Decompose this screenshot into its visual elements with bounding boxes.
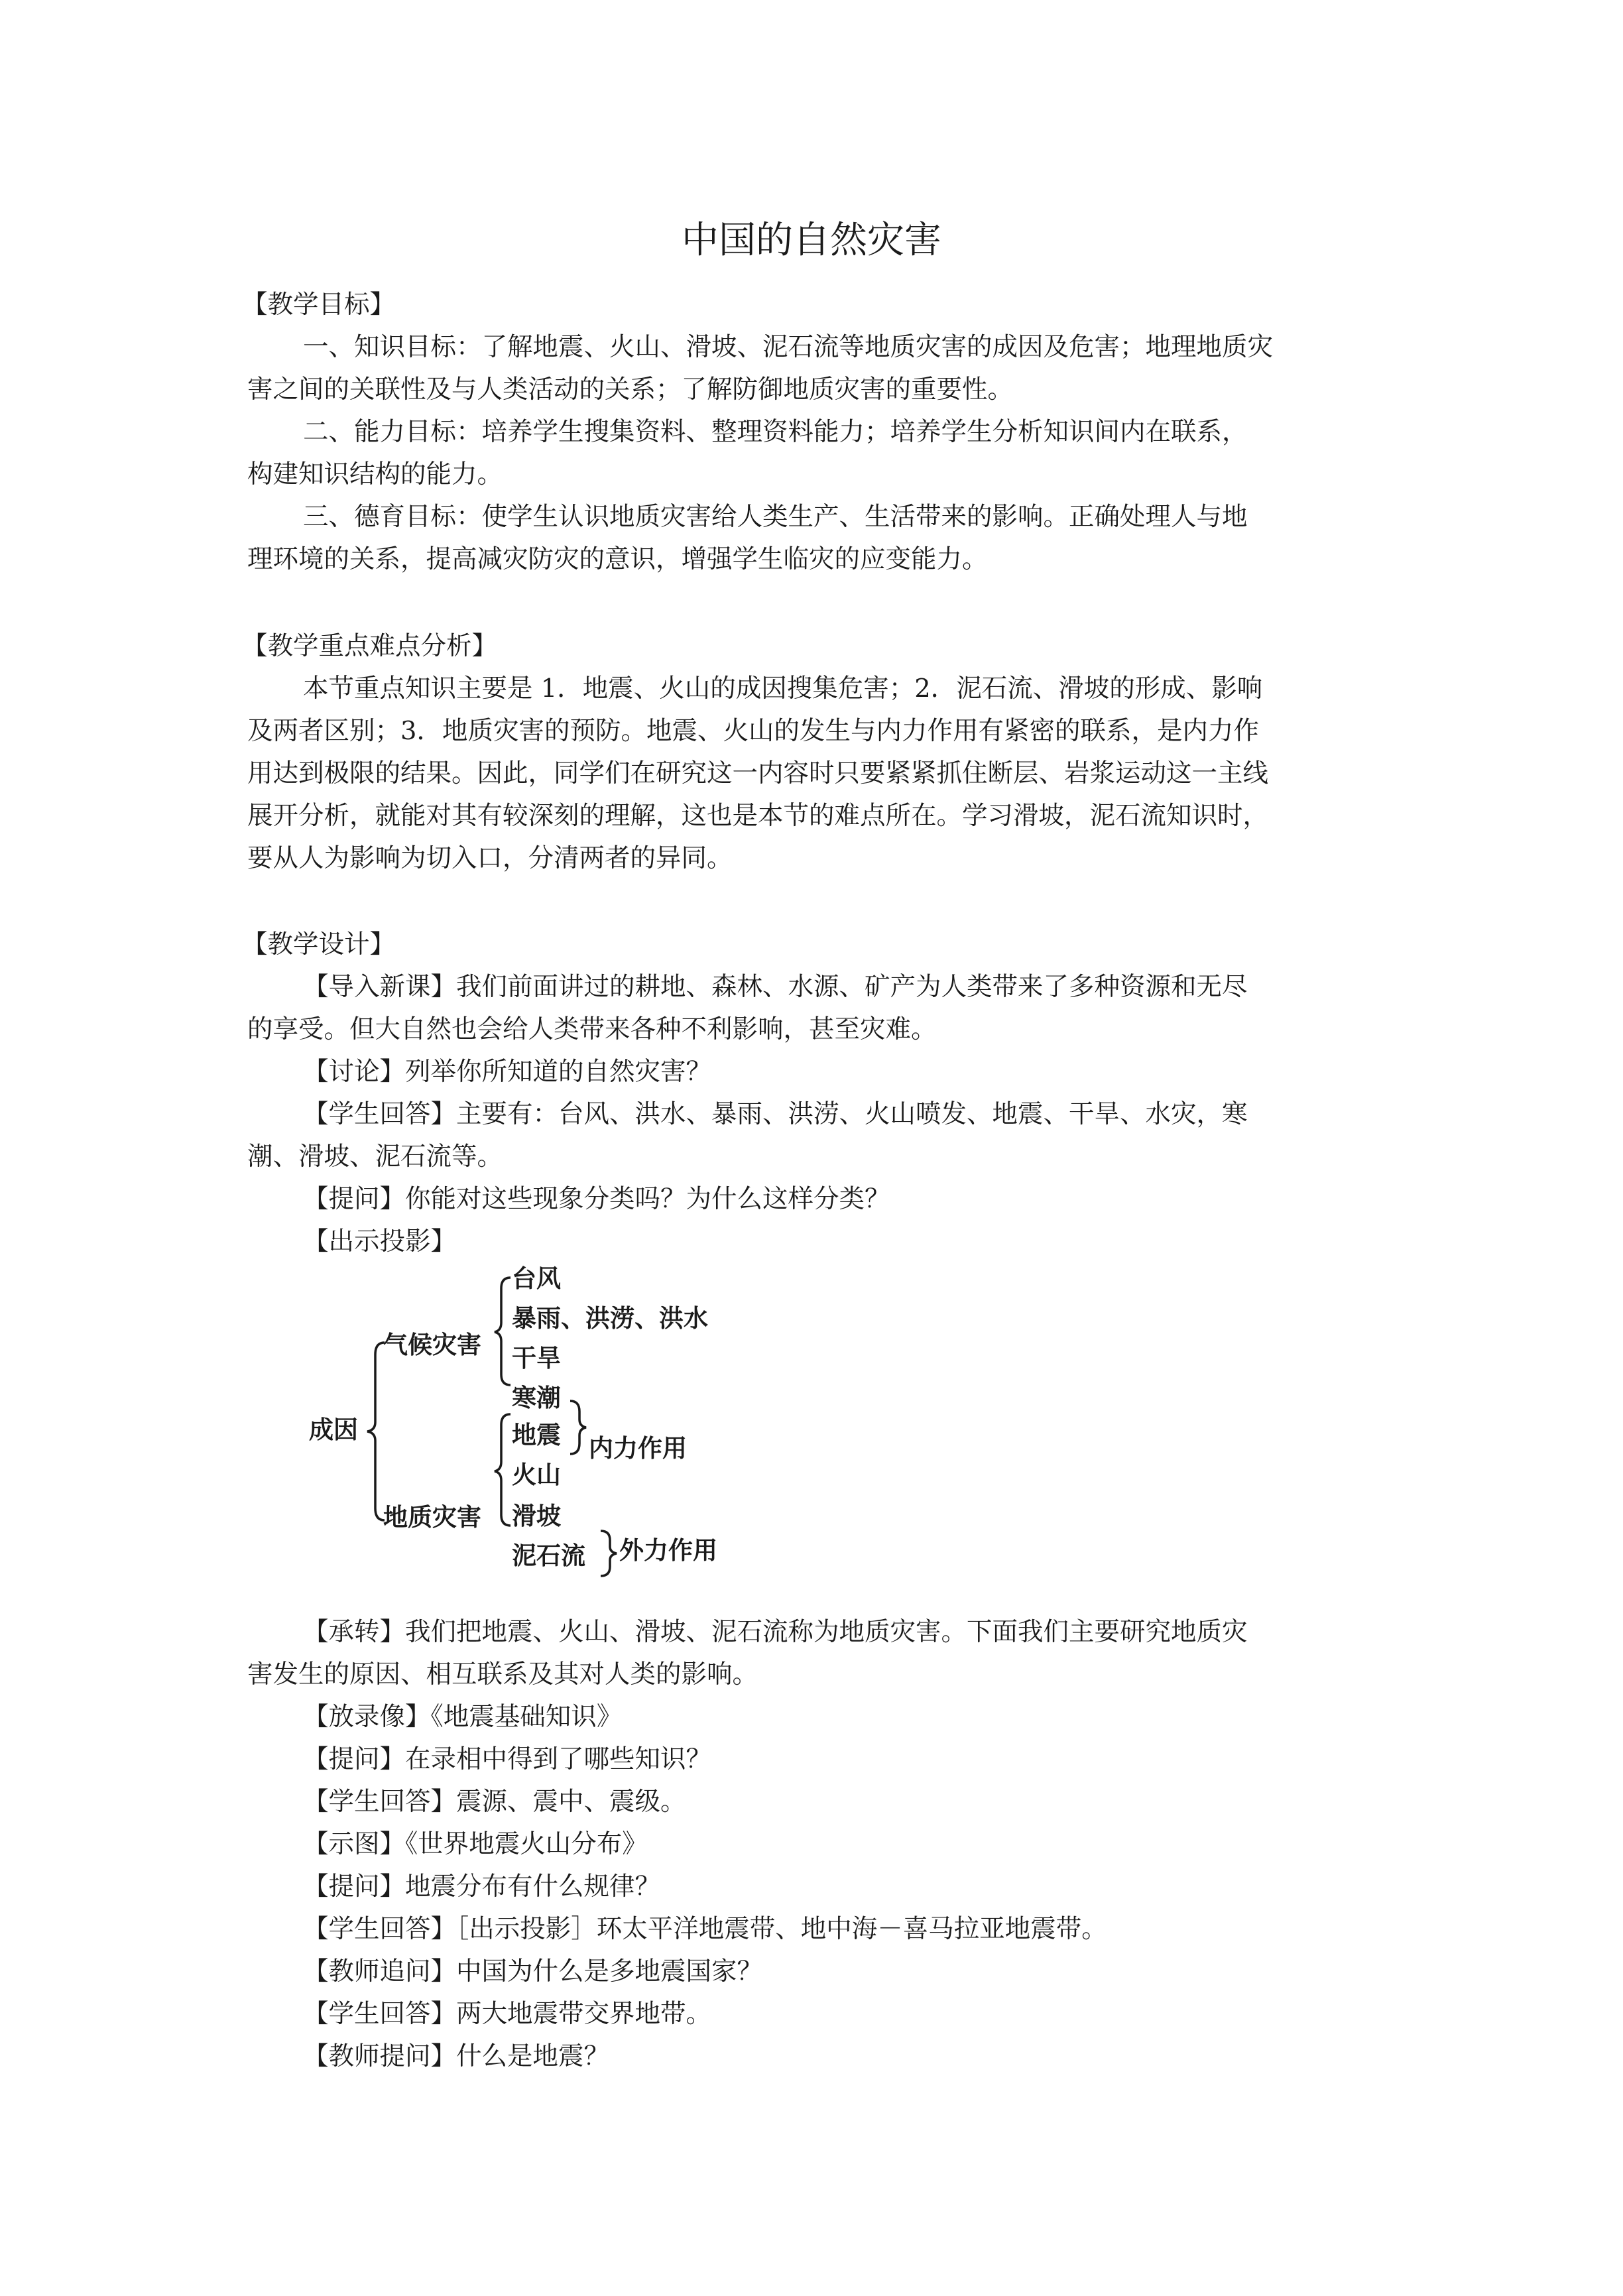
design-after-line-4: 【提问】在录相中得到了哪些知识？	[303, 1744, 712, 1774]
external-force-brace	[601, 1531, 617, 1576]
design-heading: 【教学设计】	[242, 930, 396, 959]
goals-line-5: 三、德育目标：使学生认识地质灾害给人类生产、生活带来的影响。正确处理人与地	[303, 502, 1248, 532]
goals-line-3: 二、能力目标：培养学生搜集资料、整理资料能力；培养学生分析知识间内在联系，	[303, 417, 1248, 447]
design-after-line-11: 【教师提问】什么是地震？	[303, 2041, 610, 2071]
internal-force-brace	[570, 1401, 586, 1454]
design-line-1: 【导入新课】我们前面讲过的耕地、森林、水源、矿产为人类带来了多种资源和无尽	[303, 972, 1248, 1002]
internal-force-label: 内力作用	[589, 1434, 687, 1463]
climate-brace	[495, 1278, 511, 1385]
climate-item-drought: 干旱	[512, 1344, 561, 1372]
goals-heading: 【教学目标】	[242, 290, 396, 320]
design-after-line-1: 【承转】我们把地震、火山、滑坡、泥石流称为地质灾害。下面我们主要研究地质灾	[303, 1617, 1248, 1647]
key-points-line-5: 要从人为影响为切入口，分清两者的异同。	[247, 843, 733, 873]
design-line-3: 【讨论】列举你所知道的自然灾害？	[303, 1057, 712, 1087]
design-line-7: 【出示投影】	[303, 1227, 457, 1256]
goals-line-1: 一、知识目标：了解地震、火山、滑坡、泥石流等地质灾害的成因及危害；地理地质灾	[303, 332, 1274, 362]
classification-diagram	[285, 1263, 789, 1608]
climate-item-cold-wave: 寒潮	[512, 1384, 561, 1412]
key-points-line-2: 及两者区别；3．地质灾害的预防。地震、火山的发生与内力作用有紧密的联系，是内力作	[247, 716, 1259, 746]
geology-brace	[495, 1414, 511, 1526]
design-line-6: 【提问】你能对这些现象分类吗？为什么这样分类？	[303, 1184, 890, 1214]
goals-line-2: 害之间的关联性及与人类活动的关系；了解防御地质灾害的重要性。	[247, 375, 1014, 404]
design-after-line-9: 【教师追问】中国为什么是多地震国家？	[303, 1957, 763, 1986]
design-line-5: 潮、滑坡、泥石流等。	[247, 1142, 503, 1172]
key-points-heading: 【教学重点难点分析】	[242, 631, 498, 661]
key-points-line-1: 本节重点知识主要是 1．地震、火山的成因搜集危害；2．泥石流、滑坡的形成、影响	[303, 674, 1263, 703]
page-title: 中国的自然灾害	[682, 219, 941, 262]
climate-item-rainstorm: 暴雨、洪涝、洪水	[512, 1304, 708, 1333]
diagram-root-label: 成因	[309, 1416, 358, 1444]
goals-line-4: 构建知识结构的能力。	[247, 459, 503, 489]
design-line-4: 【学生回答】主要有：台风、洪水、暴雨、洪涝、火山喷发、地震、干旱、水灾，寒	[303, 1099, 1248, 1129]
design-line-2: 的享受。但大自然也会给人类带来各种不利影响，甚至灾难。	[247, 1014, 937, 1044]
geology-item-debris-flow: 泥石流	[512, 1541, 585, 1570]
geology-item-earthquake: 地震	[512, 1421, 561, 1449]
design-after-line-10: 【学生回答】两大地震带交界地带。	[303, 1999, 712, 2029]
design-after-line-3: 【放录像】《地震基础知识》	[303, 1702, 623, 1732]
external-force-label: 外力作用	[619, 1536, 717, 1565]
design-after-line-8: 【学生回答】［出示投影］环太平洋地震带、地中海－喜马拉亚地震带。	[303, 1914, 1107, 1944]
design-after-line-6: 【示图】《世界地震火山分布》	[303, 1829, 648, 1859]
climate-item-typhoon: 台风	[512, 1264, 561, 1293]
design-after-line-2: 害发生的原因、相互联系及其对人类的影响。	[247, 1660, 758, 1689]
design-after-line-5: 【学生回答】震源、震中、震级。	[303, 1787, 686, 1817]
root-brace	[367, 1343, 385, 1520]
key-points-line-4: 展开分析，就能对其有较深刻的理解，这也是本节的难点所在。学习滑坡，泥石流知识时，	[247, 801, 1269, 831]
geology-disaster-label: 地质灾害	[383, 1503, 481, 1532]
geology-item-landslide: 滑坡	[512, 1502, 561, 1530]
geology-item-volcano: 火山	[512, 1461, 561, 1489]
climate-disaster-label: 气候灾害	[383, 1331, 481, 1359]
key-points-line-3: 用达到极限的结果。因此，同学们在研究这一内容时只要紧紧抓住断层、岩浆运动这一主线	[247, 758, 1269, 788]
goals-line-6: 理环境的关系，提高减灾防灾的意识，增强学生临灾的应变能力。	[247, 544, 988, 574]
design-after-line-7: 【提问】地震分布有什么规律？	[303, 1872, 661, 1902]
